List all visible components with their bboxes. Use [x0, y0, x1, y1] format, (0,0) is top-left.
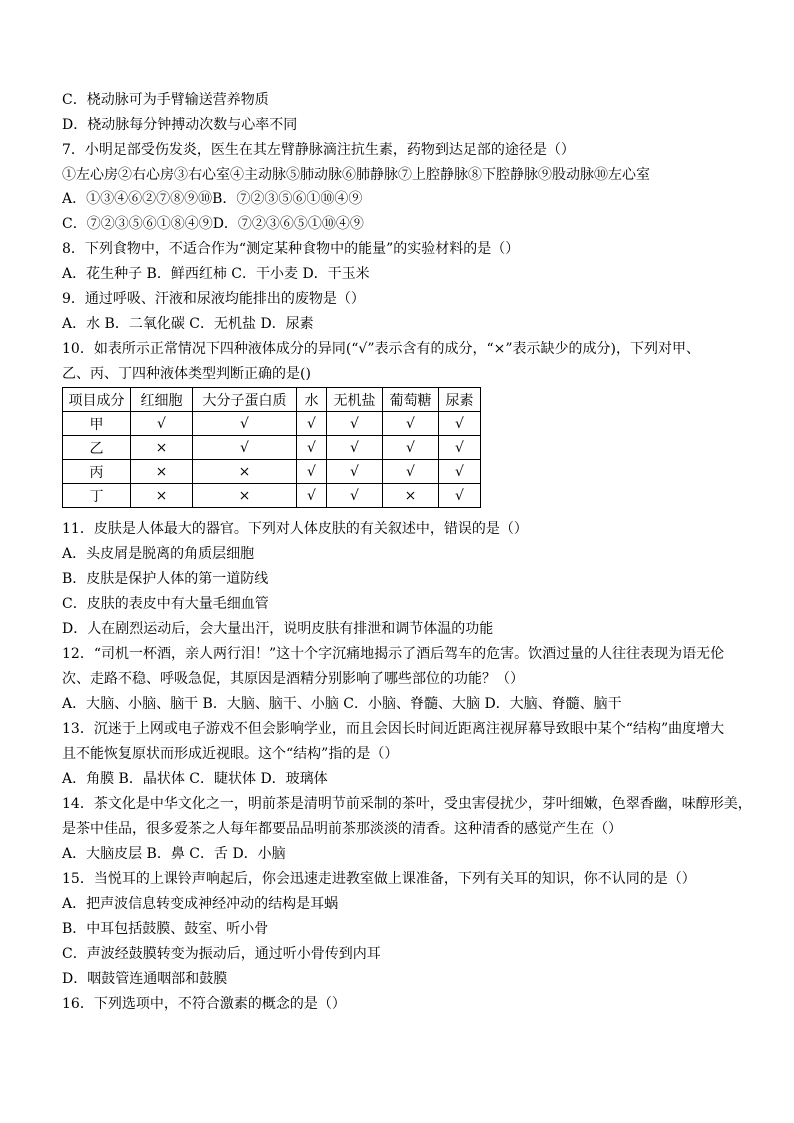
table-cell: √: [383, 436, 439, 460]
table-header: 水: [297, 388, 327, 412]
question-14: 14．茶文化是中华文化之一，明前茶是清明节前采制的茶叶，受虫害侵扰少，芽叶细嫩，色翠香幽，味醇形美，: [62, 796, 752, 812]
table-cell: √: [297, 484, 327, 508]
table-cell: √: [383, 412, 439, 436]
fluid-composition-table: [62, 387, 481, 508]
question-7-options-ab: A．①③④⑥②⑦⑧⑨⑩B．⑦②③⑤⑥①⑩④⑨: [62, 191, 363, 207]
table-cell: √: [327, 460, 383, 484]
table-row: [63, 460, 481, 484]
question-12: 12．“司机一杯酒，亲人两行泪！”这十个字沉痛地揭示了酒后驾车的危害。饮酒过量的人往往表现为语无伦: [62, 646, 725, 662]
table-cell: ×: [131, 484, 193, 508]
table-header: 项目成分: [63, 388, 131, 412]
question-11: 11．皮肤是人体最大的器官。下列对人体皮肤的有关叙述中，错误的是（）: [62, 521, 528, 537]
question-9-options: A．水 B．二氧化碳 C．无机盐 D．尿素: [62, 316, 314, 332]
question-7-legend: ①左心房②右心房③右心室④主动脉⑤肺动脉⑥肺静脉⑦上腔静脉⑧下腔静脉⑨股动脉⑩左心室: [62, 167, 650, 183]
question-12-options: A．大脑、小脑、脑干 B．大脑、脑干、小脑 C．小脑、脊髓、大脑 D．大脑、脊髓、脑干: [62, 696, 622, 712]
question-13: 13．沉迷于上网或电子游戏不但会影响学业，而且会因长时间近距离注视屏幕导致眼中某个“结构”曲度增大: [62, 721, 725, 737]
table-cell: √: [383, 460, 439, 484]
table-cell: 甲: [63, 412, 131, 436]
table-cell: 丙: [63, 460, 131, 484]
question-7-options-cd: C．⑦②③⑤⑥①⑧④⑨D．⑦②③⑥⑤①⑩④⑨: [62, 216, 364, 232]
table-header: 红细胞: [131, 388, 193, 412]
table-cell: 丁: [63, 484, 131, 508]
table-cell: ×: [131, 436, 193, 460]
table-cell: √: [193, 436, 297, 460]
option-d-q6: D．桡动脉每分钟搏动次数与心率不同: [62, 117, 298, 133]
question-13-cont: 且不能恢复原状而形成近视眼。这个“结构”指的是（）: [62, 746, 399, 762]
table-cell: √: [297, 436, 327, 460]
table-cell: √: [327, 412, 383, 436]
table-cell: ×: [193, 484, 297, 508]
table-cell: √: [297, 412, 327, 436]
question-8-options: A．花生种子 B．鲜西红柿 C．干小麦 D．干玉米: [62, 266, 370, 282]
table-row: [63, 436, 481, 460]
table-header: 大分子蛋白质: [193, 388, 297, 412]
question-11-option-b: B．皮肤是保护人体的第一道防线: [62, 571, 269, 587]
question-14-options: A．大脑皮层 B．鼻 C．舌 D．小脑: [62, 846, 286, 862]
question-10-cont: 乙、丙、丁四种液体类型判断正确的是(): [62, 366, 311, 382]
table-cell: ×: [131, 460, 193, 484]
table-cell: √: [439, 412, 481, 436]
question-8: 8．下列食物中，不适合作为“测定某种食物中的能量”的实验材料的是（）: [62, 241, 520, 257]
question-15-option-a: A．把声波信息转变成神经冲动的结构是耳蜗: [62, 896, 339, 912]
question-15-option-c: C．声波经鼓膜转变为振动后，通过听小骨传到内耳: [62, 946, 381, 962]
question-7: 7．小明足部受伤发炎，医生在其左臂静脉滴注抗生素，药物到达足部的途径是（）: [62, 142, 575, 158]
question-11-option-d: D．人在剧烈运动后，会大量出汗，说明皮肤有排泄和调节体温的功能: [62, 621, 494, 637]
table-cell: √: [193, 412, 297, 436]
table-header: 尿素: [439, 388, 481, 412]
question-11-option-a: A．头皮屑是脱离的角质层细胞: [62, 546, 255, 562]
table-row: [63, 412, 481, 436]
question-15-option-b: B．中耳包括鼓膜、鼓室、听小骨: [62, 921, 269, 937]
table-cell: 乙: [63, 436, 131, 460]
question-15: 15．当悦耳的上课铃声响起后，你会迅速走进教室做上课准备，下列有关耳的知识，你不认同的是（）: [62, 871, 696, 887]
table-cell: √: [327, 436, 383, 460]
table-row: [63, 484, 481, 508]
question-11-option-c: C．皮肤的表皮中有大量毛细血管: [62, 596, 269, 612]
question-12-cont: 次、走路不稳、呼吸急促，其原因是酒精分别影响了哪些部位的功能？（）: [62, 671, 524, 687]
table-header: 无机盐: [327, 388, 383, 412]
table-header: 葡萄糖: [383, 388, 439, 412]
question-9: 9．通过呼吸、汗液和尿液均能排出的废物是（）: [62, 291, 365, 307]
table-cell: ×: [383, 484, 439, 508]
question-14-cont: 是茶中佳品，很多爱茶之人每年都要品品明前茶那淡淡的清香。这种清香的感觉产生在（）: [62, 821, 622, 837]
table-cell: √: [439, 460, 481, 484]
table-cell: √: [131, 412, 193, 436]
question-10: 10．如表所示正常情况下四种液体成分的异同(“√”表示含有的成分，“×”表示缺少的成分)，下列对甲、: [62, 341, 701, 357]
question-13-options: A．角膜 B．晶状体 C．睫状体 D．玻璃体: [62, 771, 328, 787]
option-c-q6: C．桡动脉可为手臂输送营养物质: [62, 92, 269, 108]
table-cell: ×: [193, 460, 297, 484]
table-header-row: [63, 388, 481, 412]
table-cell: √: [297, 460, 327, 484]
table-cell: √: [439, 436, 481, 460]
question-16: 16．下列选项中，不符合激素的概念的是（）: [62, 996, 346, 1012]
table-cell: √: [439, 484, 481, 508]
question-15-option-d: D．咽鼓管连通咽部和鼓膜: [62, 971, 228, 987]
table-cell: √: [327, 484, 383, 508]
